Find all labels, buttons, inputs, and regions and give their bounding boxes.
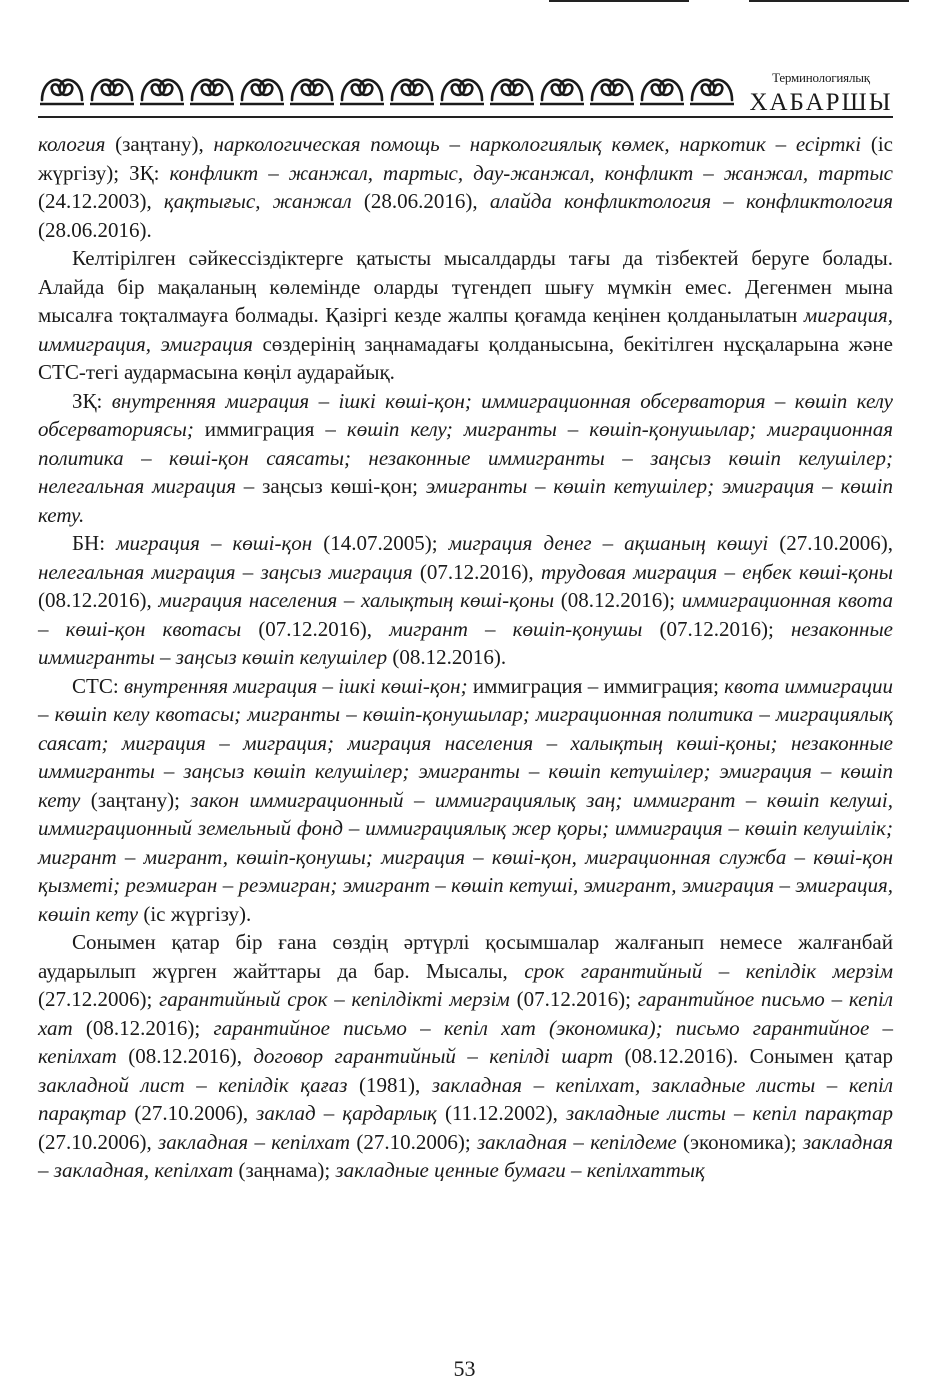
- top-edge-rules: [549, 0, 909, 6]
- italic-term: гарантийное письмо – кепіл хат: [38, 987, 893, 1040]
- paragraph: [38, 130, 893, 244]
- italic-term: закладная – закладная, кепілхат: [38, 1129, 893, 1182]
- header-rule: [38, 116, 893, 118]
- italic-term: квота иммиграции – көшіп келу квотасы; мигранты – көшіп-қонушылар; миграционная политика – миграциялық саясат; миграция – миграция; миграция населения – халықтың көші-қоны; незаконные иммигранты – заңсыз көшіп келушілер; эмигранты – көшіп кетушілер; эмиграция – көшіп кету: [38, 673, 894, 812]
- italic-term: миграция населения – халықтың көші-қоны: [158, 588, 555, 612]
- italic-term: қақтығыс, жанжал: [163, 189, 352, 213]
- journal-title-small: Терминологиялық: [772, 70, 870, 85]
- italic-term: закладные ценные бумаги – кепілхаттық: [335, 1158, 705, 1182]
- text-run: (08.12.2016);: [554, 588, 682, 612]
- italic-term: миграция денег – ақшаның көшуі: [448, 531, 769, 555]
- italic-term: көшіп келу; мигранты – көшіп-қонушылар; миграционная политика – көші-қон саясаты; незаконные иммигранты – заңсыз көшіп келушілер; нелегальная миграция: [38, 417, 893, 498]
- italic-term: нелегальная миграция – заңсыз миграция: [38, 559, 413, 584]
- paragraph: [38, 672, 893, 929]
- italic-term: внутренняя миграция – ішкі көші-қон; иммиграционная обсерватория – көшіп келу обсерваториясы;: [38, 388, 893, 441]
- italic-term: закладные листы – кепіл парақтар: [566, 1101, 893, 1125]
- italic-term: трудовая миграция – еңбек көші-қоны: [540, 559, 893, 584]
- text-run: (08.12.2016);: [72, 1015, 214, 1040]
- italic-term: закладная – кепілхат, закладные листы – кепіл парақтар: [38, 1072, 893, 1125]
- text-run: (заңнама);: [233, 1158, 336, 1182]
- italic-term: внутренняя миграция – ішкі көші-қон;: [123, 673, 468, 698]
- text-run: (27.10.2006);: [350, 1129, 477, 1154]
- running-header: [38, 58, 893, 118]
- text-run: (07.12.2016),: [241, 616, 390, 641]
- text-run: ЗҚ:: [72, 388, 112, 413]
- text-run: иммиграция – иммиграция;: [467, 673, 725, 698]
- italic-term: наркологическая помощь – наркологиялық көмек, наркотик – есірткі: [213, 132, 862, 156]
- text-run: – заңсыз көші-қон;: [235, 474, 426, 498]
- text-run: (07.12.2016),: [412, 559, 541, 584]
- italic-term: миграция, иммиграция, эмиграция: [38, 303, 893, 356]
- italic-term: договор гарантийный – кепілді шарт: [253, 1044, 614, 1068]
- italic-term: незаконные иммигранты – заңсыз көшіп келушілер: [38, 616, 893, 669]
- text-run: Сонымен қатар бір ғана сөздің әртүрлі қосымшалар жалғанып немесе жалғанбай аударылып жүрген жайттары да бар. Мысалы,: [38, 930, 893, 983]
- italic-term: гарантийный срок – кепілдікті мерзім: [159, 987, 510, 1011]
- italic-term: эмигранты – көшіп кетушілер; эмиграция – көшіп кету.: [38, 474, 893, 527]
- article-body: [38, 130, 893, 1185]
- text-run: (08.12.2016).: [387, 645, 507, 669]
- page-number: 53: [453, 1356, 476, 1381]
- text-run: (іс жүргізу); ЗҚ:: [38, 132, 893, 185]
- italic-term: конфликт – жанжал, тартыс, дау-жанжал, конфликт – жанжал, тартыс: [169, 160, 893, 185]
- paragraph: [38, 529, 893, 672]
- italic-term: кология: [38, 132, 106, 156]
- italic-term: мигрант – көшіп-қонушы: [389, 616, 643, 641]
- text-run: иммиграция –: [193, 417, 347, 441]
- top-rule-left: [549, 0, 689, 2]
- text-run: СТС:: [72, 673, 124, 698]
- journal-title-big: ХАБАРШЫ: [749, 89, 893, 116]
- journal-title: [746, 58, 896, 115]
- text-run: (28.06.2016).: [38, 217, 152, 242]
- text-run: (іс жүргізу).: [138, 901, 252, 926]
- italic-term: миграция – көші-қон: [116, 531, 313, 555]
- italic-term: закладная – кепілдеме: [476, 1129, 677, 1154]
- text-run: (заңтану),: [105, 132, 214, 156]
- text-run: (08.12.2016),: [38, 588, 159, 612]
- italic-term: закон иммиграционный – иммиграциялық заң; иммигрант – көшіп келуші, иммиграционный земельный фонд – иммиграциялық жер қоры; иммиграция – көшіп келушілік; мигрант – мигрант, көшіп-қонушы; миграция – көші-қон, миграционная служба – көші-қон қызметі; реэмигран – реэмигран; эмигрант – көшіп кетуші, эмигрант, эмиграция – эмиграция, көшіп кету: [38, 787, 893, 926]
- italic-term: закладной лист – кепілдік қағаз: [38, 1072, 348, 1097]
- text-run: (27.12.2006);: [38, 987, 160, 1011]
- text-run: (08.12.2016). Сонымен қатар: [613, 1044, 893, 1068]
- text-run: (14.07.2005);: [312, 531, 449, 555]
- text-run: (07.12.2016);: [509, 987, 638, 1011]
- text-run: БН:: [72, 531, 117, 555]
- text-run: (27.10.2006),: [38, 1129, 159, 1154]
- text-run: (24.12.2003),: [38, 189, 164, 213]
- italic-term: закладная – кепілхат: [158, 1129, 351, 1154]
- italic-term: заклад – қардарлық: [256, 1101, 437, 1125]
- text-run: (08.12.2016),: [116, 1044, 254, 1068]
- text-run: (1981),: [347, 1072, 432, 1097]
- paragraph: [38, 928, 893, 1185]
- paragraph: [38, 387, 893, 530]
- italic-term: срок гарантийный – кепілдік мерзім: [524, 958, 893, 983]
- text-run: (экономика);: [676, 1129, 803, 1154]
- italic-term: алайда конфликтология – конфликтология: [489, 189, 893, 213]
- text-run: (07.12.2016);: [642, 616, 791, 641]
- italic-term: иммиграционная квота – көші-қон квотасы: [38, 588, 893, 641]
- text-run: (заңтану);: [80, 787, 191, 812]
- italic-term: гарантийное письмо – кепіл хат (экономика); письмо гарантийное – кепілхат: [38, 1015, 893, 1068]
- text-run: Келтірілген сәйкессіздіктерге қатысты мысалдарды тағы да тізбектей беруге болады. Алайда бір мақаланың көлемінде оларды түгендеп шығу мүмкін емес. Дегенмен мына мысалға тоқталмауға болмады. Қазіргі кезде жалпы қоғамда кеңінен қолданылатын: [38, 246, 893, 327]
- text-run: (27.10.2006),: [768, 531, 893, 555]
- paragraph: [38, 244, 893, 387]
- top-rule-right: [749, 0, 909, 2]
- text-run: сөздерінің заңнамадағы қолданысына, бекітілген нұсқаларына және СТС-тегі аудармасына көңіл аударайық.: [38, 331, 893, 384]
- text-run: (11.12.2002),: [436, 1101, 566, 1125]
- ornament-band-icon: [38, 66, 736, 110]
- text-run: (27.10.2006),: [126, 1101, 257, 1125]
- text-run: (28.06.2016),: [351, 189, 490, 213]
